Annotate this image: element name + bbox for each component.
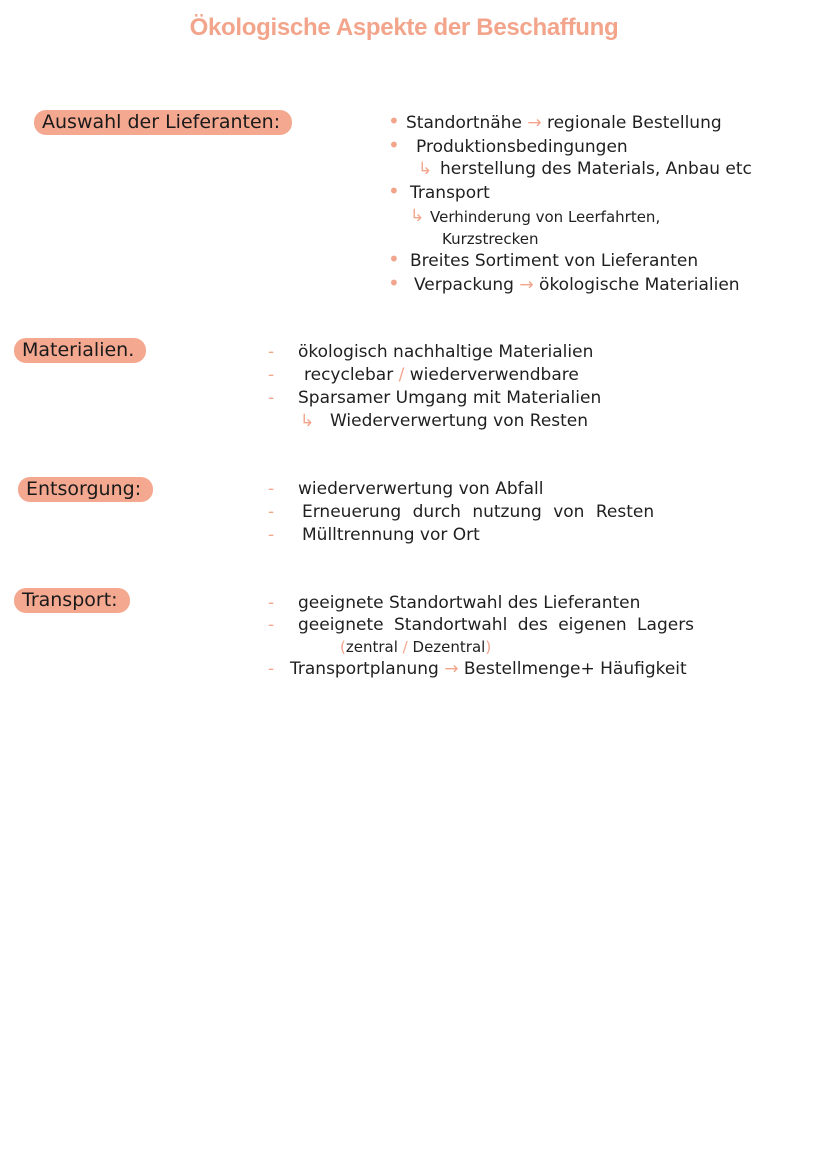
arrow-icon: → bbox=[444, 659, 459, 679]
sub-arrow-icon: ↳ bbox=[300, 411, 315, 431]
sub-arrow-icon: ↳ bbox=[418, 159, 433, 179]
list-item: Produktionsbedingungen bbox=[416, 137, 628, 157]
list-subitem: herstellung des Materials, Anbau etc bbox=[440, 159, 752, 179]
slash-separator: / bbox=[398, 365, 405, 385]
list-item: Transportplanung → Bestellmenge+ Häufigkeit bbox=[290, 659, 687, 679]
page-title: Ökologische Aspekte der Beschaffung bbox=[189, 14, 619, 41]
list-item: ökologisch nachhaltige Materialien bbox=[298, 342, 594, 362]
list-item: Mülltrennung vor Ort bbox=[302, 525, 480, 545]
bullet-icon: • bbox=[388, 247, 400, 271]
list-item: Transport bbox=[410, 183, 490, 203]
dash-icon: - bbox=[268, 593, 275, 613]
label-entsorgung: Entsorgung: bbox=[18, 477, 153, 502]
section-materialien bbox=[268, 338, 728, 438]
list-item: Sparsamer Umgang mit Materialien bbox=[298, 388, 602, 408]
list-item: Standortnähe → regionale Bestellung bbox=[406, 113, 722, 133]
dash-icon: - bbox=[268, 479, 275, 499]
dash-icon: - bbox=[268, 342, 275, 362]
dash-icon: - bbox=[268, 615, 275, 635]
section-transport bbox=[268, 592, 808, 692]
list-subitem: Kurzstrecken bbox=[442, 230, 539, 248]
bullet-icon: • bbox=[388, 179, 400, 203]
list-subitem: (zentral / Dezentral) bbox=[340, 638, 492, 656]
label-materialien: Materialien. bbox=[14, 338, 146, 363]
list-item: recyclebar / wiederverwendbare bbox=[304, 365, 579, 385]
slash-separator: / bbox=[402, 638, 408, 656]
list-subitem: Verhinderung von Leerfahrten, bbox=[430, 208, 661, 226]
dash-icon: - bbox=[268, 659, 275, 679]
bullet-icon: • bbox=[388, 133, 400, 157]
section-entsorgung bbox=[268, 478, 768, 550]
label-auswahl-lieferanten: Auswahl der Lieferanten: bbox=[34, 110, 292, 135]
list-item: Erneuerung durch nutzung von Resten bbox=[302, 502, 655, 522]
arrow-icon: → bbox=[527, 113, 542, 133]
arrow-icon: → bbox=[519, 275, 534, 295]
dash-icon: - bbox=[268, 525, 275, 545]
bullet-icon: • bbox=[388, 271, 400, 295]
dash-icon: - bbox=[268, 388, 275, 408]
list-item: wiederverwertung von Abfall bbox=[298, 479, 544, 499]
list-subitem: Wiederverwertung von Resten bbox=[330, 411, 589, 431]
label-transport: Transport: bbox=[14, 588, 130, 613]
dash-icon: - bbox=[268, 365, 275, 385]
list-item: Breites Sortiment von Lieferanten bbox=[410, 251, 699, 271]
bullet-icon: • bbox=[388, 109, 400, 133]
section-lieferanten bbox=[388, 110, 818, 300]
dash-icon: - bbox=[268, 502, 275, 522]
list-item: Verpackung → ökologische Materialien bbox=[414, 275, 740, 295]
sub-arrow-icon: ↳ bbox=[410, 206, 425, 226]
list-item: geeignete Standortwahl des Lieferanten bbox=[298, 593, 641, 613]
list-item: geeignete Standortwahl des eigenen Lagers bbox=[298, 615, 695, 635]
